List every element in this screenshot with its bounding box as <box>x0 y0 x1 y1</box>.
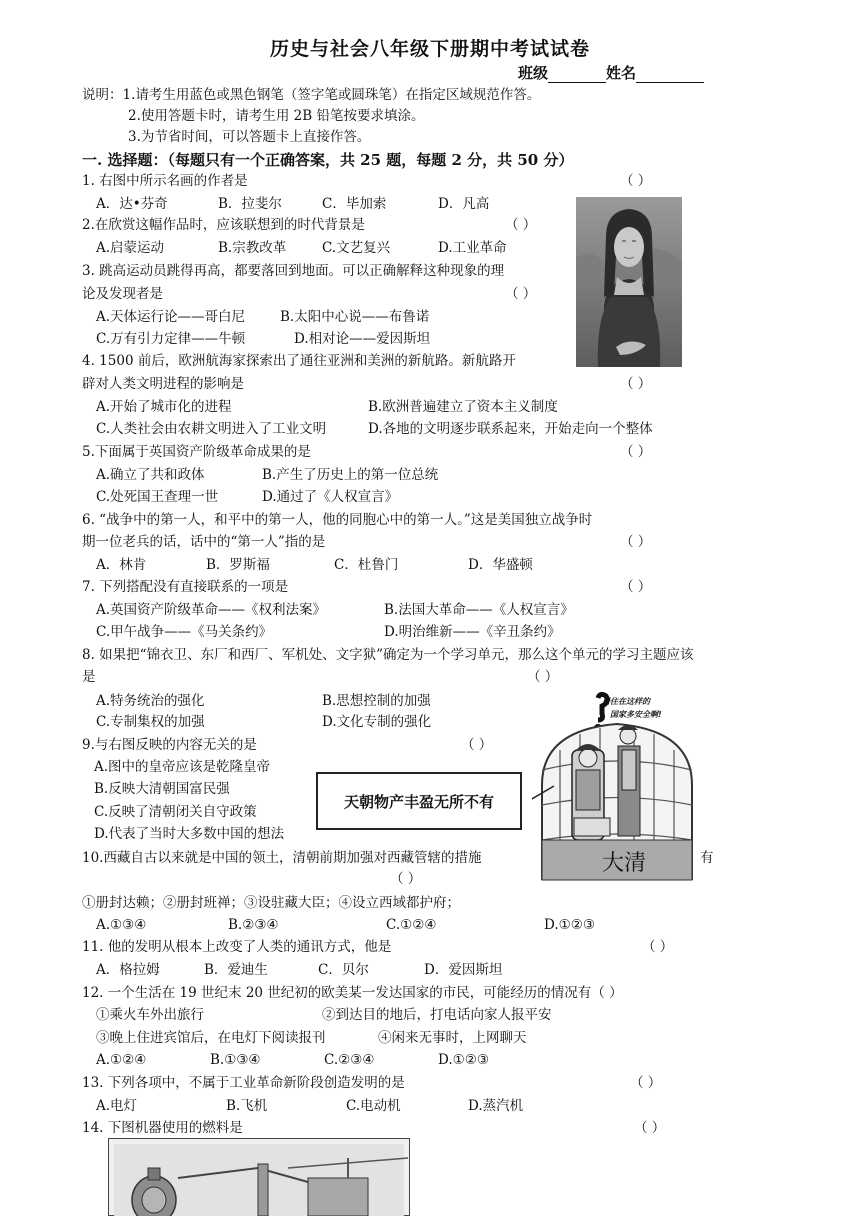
q3-option-b: B.太阳中心说——布鲁诺 <box>280 309 430 325</box>
q3-option-d: D.相对论——爱因斯坦 <box>294 331 431 347</box>
q9-option-d: D.代表了当时大多数中国的想法 <box>94 826 285 842</box>
q12-item-2: ②到达目的地后，打电话向家人报平安 <box>322 1007 552 1023</box>
q6-stem-line1: 6. “战争中的第一人，和平中的第一人，他的同胞心中的第一人。”这是美国独立战争时 <box>82 512 593 528</box>
q4-stem-line1: 4. 1500 前后，欧洲航海家探索出了通往亚洲和美洲的新航路。新航路开 <box>82 353 516 369</box>
q10-option-b: B.②③④ <box>228 917 279 933</box>
cartoon-cage-label: 大清 <box>602 851 647 876</box>
q13-option-b: B.飞机 <box>226 1098 268 1114</box>
q11-option-c: C．贝尔 <box>318 962 369 978</box>
q5-option-b: B.产生了历史上的第一位总统 <box>262 467 439 483</box>
q11-option-d: D．爱因斯坦 <box>424 962 503 978</box>
q13-option-a: A.电灯 <box>96 1098 138 1114</box>
q7-answer-paren[interactable]: （ ） <box>620 579 652 595</box>
instruction-line-1: 说明：1.请考生用蓝色或黑色钢笔（签字笔或圆珠笔）在指定区域规范作答。 <box>82 87 541 103</box>
exam-title: 历史与社会八年级下册期中考试试卷 <box>269 38 590 60</box>
q5-option-d: D.通过了《人权宣言》 <box>262 489 399 505</box>
q12-item-4: ④闲来无事时，上网聊天 <box>378 1030 527 1046</box>
q3-option-c: C.万有引力定律——牛顿 <box>96 331 246 347</box>
q12-item-1: ①乘火车外出旅行 <box>96 1007 204 1023</box>
q9-option-b: B.反映大清朝国富民强 <box>94 781 230 797</box>
q4-option-c: C.人类社会由农耕文明进入了工业文明 <box>96 421 327 437</box>
q7-option-d: D.明治维新——《辛丑条约》 <box>384 624 561 640</box>
q2-option-d: D.工业革命 <box>438 240 507 256</box>
q7-stem: 7. 下列搭配没有直接联系的一项是 <box>82 579 289 595</box>
q10-stem-tail: 有 <box>700 850 714 866</box>
q12-option-c: C.②③④ <box>324 1052 375 1068</box>
q5-option-c: C.处死国王查理一世 <box>96 489 219 505</box>
q2-stem: 2.在欣赏这幅作品时，应该联想到的时代背景是 <box>82 217 365 233</box>
q13-option-d: D.蒸汽机 <box>468 1098 524 1114</box>
q2-option-a: A.启蒙运动 <box>96 240 165 256</box>
q3-answer-paren[interactable]: （ ） <box>505 286 537 302</box>
q3-stem-line2: 论及发现者是 <box>82 286 163 302</box>
q9-answer-paren[interactable]: （ ） <box>461 737 493 753</box>
cartoon-caption-line2: 国家多安全啊! <box>610 710 662 719</box>
section-heading: 一. 选择题：（每题只有一个正确答案，共 25 题，每题 2 分，共 50 分） <box>82 151 574 169</box>
q13-stem: 13. 下列各项中，不属于工业革命新阶段创造发明的是 <box>82 1075 405 1091</box>
q8-answer-paren[interactable]: （ ） <box>527 669 559 685</box>
q8-option-c: C.专制集权的加强 <box>96 714 205 730</box>
class-name-line <box>518 62 704 83</box>
q8-stem-line1: 8. 如果把“锦衣卫、东厂和西厂、军机处、文字狱”确定为一个学习单元，那么这个单元的学习主题应该 <box>82 647 694 663</box>
q14-answer-paren[interactable]: （ ） <box>634 1120 666 1136</box>
q12-stem: 12. 一个生活在 19 世纪末 20 世纪初的欧美某一发达国家的市民，可能经历的情况有（ ） <box>82 985 623 1001</box>
class-label: 班级 <box>518 64 549 82</box>
q7-option-b: B.法国大革命——《人权宣言》 <box>384 602 574 618</box>
q7-option-a: A.英国资产阶级革命——《权利法案》 <box>96 602 327 618</box>
q8-option-d: D.文化专制的强化 <box>322 714 432 730</box>
cartoon-caption-line1: 居住在这样的 <box>602 697 650 706</box>
q2-answer-paren[interactable]: （ ） <box>505 217 537 233</box>
q1-option-d: D．凡高 <box>438 196 490 212</box>
q4-stem-line2: 辟对人类文明进程的影响是 <box>82 376 244 392</box>
q3-stem-line1: 3. 跳高运动员跳得再高，都要落回到地面。可以正确解释这种现象的理 <box>82 263 505 279</box>
q1-option-a: A．达•芬奇 <box>96 196 168 212</box>
steam-machine-image <box>108 1138 410 1216</box>
q11-stem: 11. 他的发明从根本上改变了人类的通讯方式，他是 <box>82 939 392 955</box>
q6-option-d: D．华盛顿 <box>468 557 533 573</box>
q11-option-a: A．格拉姆 <box>96 962 160 978</box>
q10-answer-paren[interactable]: （ ） <box>390 871 422 887</box>
q10-option-d: D.①②③ <box>544 917 595 933</box>
instruction-line-3: 3.为节省时间，可以答题卡上直接作答。 <box>128 129 371 145</box>
q10-stem-line1: 10.西藏自古以来就是中国的领土，清朝前期加强对西藏管辖的措施 <box>82 850 482 866</box>
q3-option-a: A.天体运行论——哥白尼 <box>96 309 246 325</box>
q10-option-c: C.①②④ <box>386 917 437 933</box>
q8-stem-line2: 是 <box>82 669 96 685</box>
q14-stem: 14. 下图机器使用的燃料是 <box>82 1120 243 1136</box>
q1-stem: 1. 右图中所示名画的作者是 <box>82 173 248 189</box>
q13-option-c: C.电动机 <box>346 1098 401 1114</box>
q9-stem: 9.与右图反映的内容无关的是 <box>82 737 257 753</box>
qing-birdcage-cartoon <box>532 690 702 888</box>
q9-option-a: A.图中的皇帝应该是乾隆皇帝 <box>94 759 271 775</box>
q1-answer-paren[interactable]: （ ） <box>620 173 652 189</box>
q8-option-a: A.特务统治的强化 <box>96 693 205 709</box>
name-label: 姓名 <box>606 64 637 82</box>
q4-answer-paren[interactable]: （ ） <box>620 376 652 392</box>
q13-answer-paren[interactable]: （ ） <box>630 1075 662 1091</box>
q6-option-a: A．林肯 <box>96 557 147 573</box>
name-blank[interactable] <box>636 68 704 83</box>
q9-option-c: C.反映了清朝闭关自守政策 <box>94 804 257 820</box>
class-blank[interactable] <box>548 68 606 83</box>
q5-stem: 5.下面属于英国资产阶级革命成果的是 <box>82 444 311 460</box>
q12-option-d: D.①②③ <box>438 1052 489 1068</box>
q5-answer-paren[interactable]: （ ） <box>620 444 652 460</box>
q4-option-b: B.欧洲普遍建立了资本主义制度 <box>368 399 558 415</box>
q5-option-a: A.确立了共和政体 <box>96 467 205 483</box>
q2-option-b: B.宗教改革 <box>218 240 287 256</box>
q4-option-a: A.开始了城市化的进程 <box>96 399 232 415</box>
q4-option-d: D.各地的文明逐步联系起来，开始走向一个整体 <box>368 421 653 437</box>
q8-option-b: B.思想控制的加强 <box>322 693 431 709</box>
q1-option-c: C．毕加索 <box>322 196 387 212</box>
q12-option-b: B.①③④ <box>210 1052 261 1068</box>
q11-answer-paren[interactable]: （ ） <box>642 939 674 955</box>
q11-option-b: B．爱迪生 <box>204 962 268 978</box>
q12-option-a: A.①②④ <box>96 1052 147 1068</box>
q10-list: ①册封达赖；②册封班禅；③设驻藏大臣；④设立西域都护府； <box>82 895 460 911</box>
q2-option-c: C.文艺复兴 <box>322 240 391 256</box>
q6-stem-line2: 期一位老兵的话，话中的“第一人”指的是 <box>82 534 326 550</box>
cartoon-speech-box: 天朝物产丰盈无所不有 <box>316 772 522 830</box>
q6-answer-paren[interactable]: （ ） <box>620 534 652 550</box>
q7-option-c: C.甲午战争——《马关条约》 <box>96 624 273 640</box>
q10-option-a: A.①③④ <box>96 917 147 933</box>
q1-option-b: B．拉斐尔 <box>218 196 282 212</box>
q12-item-3: ③晚上住进宾馆后，在电灯下阅读报刊 <box>96 1030 326 1046</box>
q6-option-c: C．杜鲁门 <box>334 557 399 573</box>
q6-option-b: B．罗斯福 <box>206 557 270 573</box>
instruction-line-2: 2.使用答题卡时，请考生用 2B 铅笔按要求填涂。 <box>128 108 425 124</box>
mona-lisa-painting <box>576 197 682 367</box>
